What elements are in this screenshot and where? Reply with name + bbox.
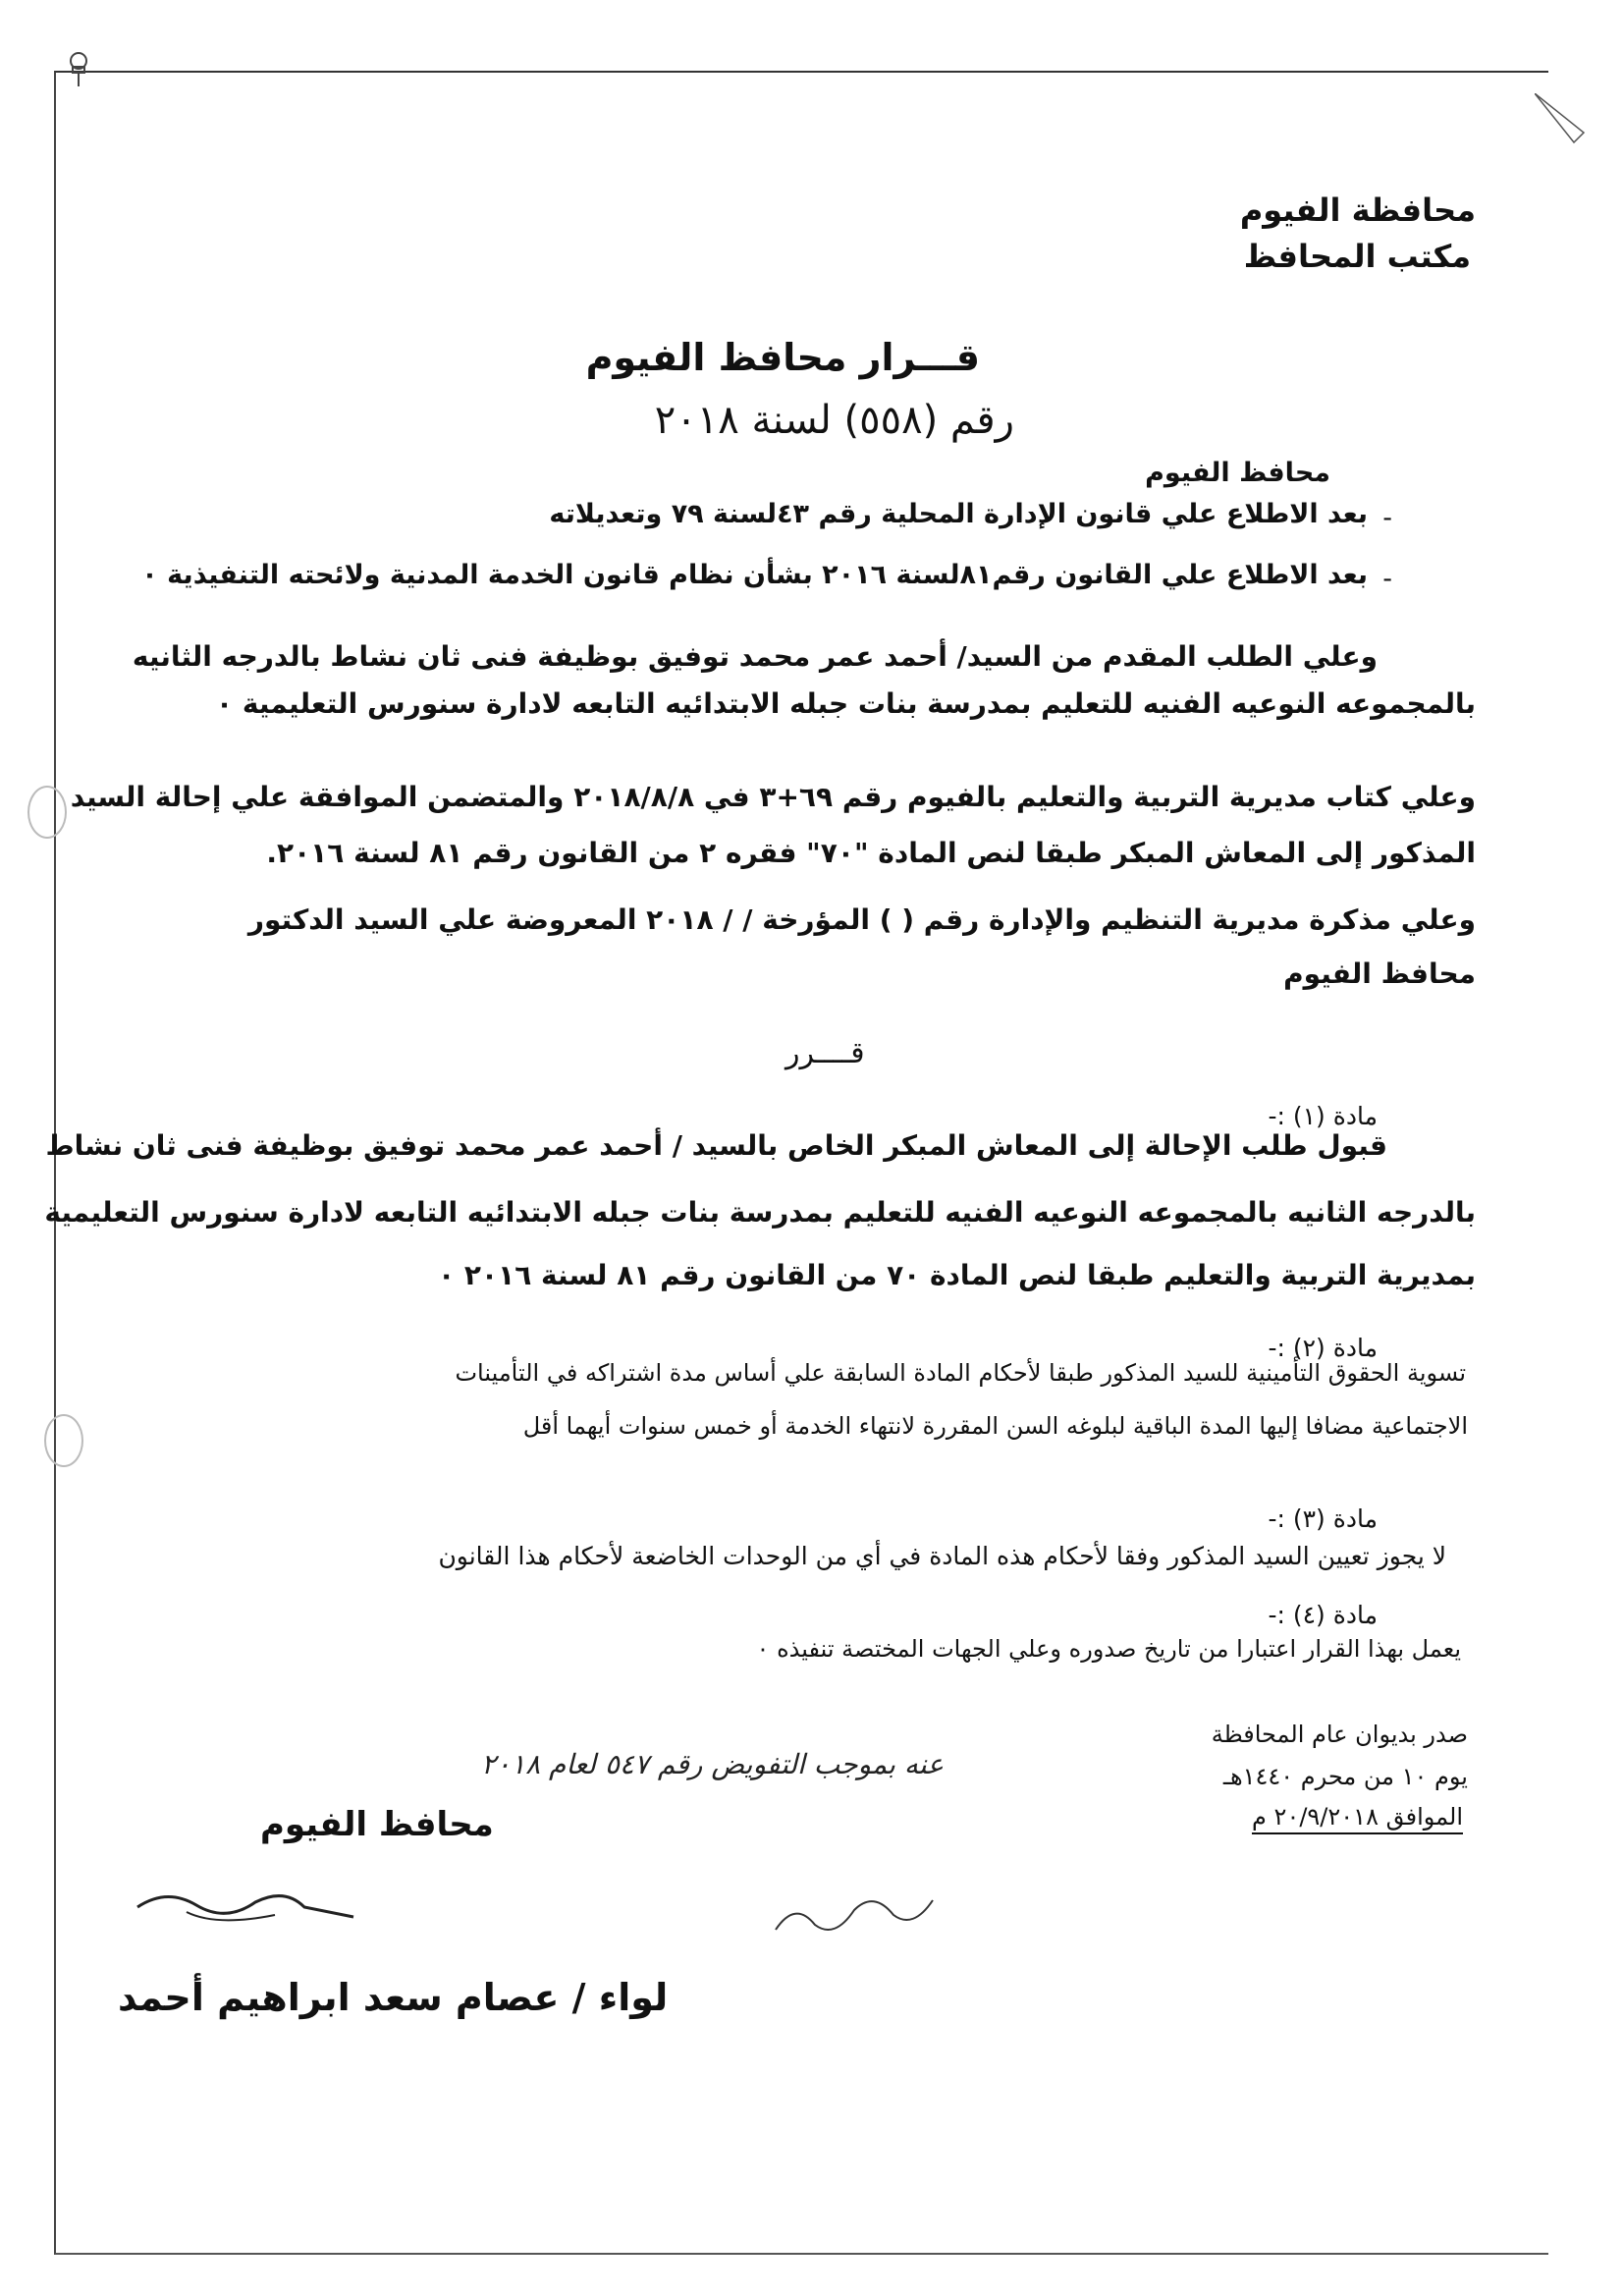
article-line: بمديرية التربية والتعليم طبقا لنص المادة ٧٠ من القانون رقم ٨١ لسنة ٢٠١٦ ٠ <box>438 1259 1476 1291</box>
issued-at: صدر بديوان عام المحافظة <box>1211 1721 1468 1748</box>
preamble-paragraph-line: بالمجموعه النوعيه الفنيه للتعليم بمدرسة بنات جبله الابتدائيه التابعه لادارة سنورس التعليمية ٠ <box>216 687 1476 720</box>
preamble-paragraph-line: محافظ الفيوم <box>1283 957 1476 990</box>
bullet-dash: - <box>1382 503 1392 533</box>
decided-heading: قــــرر <box>785 1036 865 1070</box>
header-office: مكتب المحافظ <box>1243 238 1471 275</box>
article-line: بالدرجه الثانيه بالمجموعه النوعيه الفنيه للتعليم بمدرسة بنات جبله الابتدائيه التابعه لادارة سنورس التعليمية <box>44 1196 1476 1229</box>
handwritten-signature <box>128 1868 363 1941</box>
article-heading: مادة (٤) :- <box>1268 1601 1378 1629</box>
article-line: لا يجوز تعيين السيد المذكور وفقا لأحكام هذه المادة في أي من الوحدات الخاضعة لأحكام هذا القانون <box>438 1542 1446 1570</box>
decree-number: رقم (٥٥٨) لسنة ٢٠١٨ <box>654 398 1014 443</box>
bullet-dash: - <box>1382 564 1392 594</box>
article-line: تسوية الحقوق التأمينية للسيد المذكور طبقا لأحكام المادة السابقة علي أساس مدة اشتراكه في التأمينات <box>455 1359 1466 1387</box>
punch-hole <box>27 786 67 839</box>
signer-name: لواء / عصام سعد ابراهيم أحمد <box>118 1976 669 2019</box>
handwritten-initial <box>766 1871 943 1953</box>
preamble-paragraph-line: وعلي كتاب مديرية التربية والتعليم بالفيوم رقم ٦٩+٣ في ٢٠١٨/٨/٨ والمتضمن الموافقة علي إحالة السيد <box>70 781 1476 813</box>
header-governorate: محافظة الفيوم <box>1239 191 1476 229</box>
article-heading: مادة (٢) :- <box>1268 1334 1378 1362</box>
pushpin-icon <box>59 49 98 92</box>
decree-title: قـــرار محافظ الفيوم <box>585 336 980 379</box>
article-line: قبول طلب الإحالة إلى المعاش المبكر الخاص بالسيد / أحمد عمر محمد توفيق بوظيفة فنى ثان نشاط <box>45 1129 1387 1162</box>
recital-line: بعد الاطلاع علي القانون رقم٨١لسنة ٢٠١٦ بشأن نظام قانون الخدمة المدنية ولائحته التنفيذية ٠ <box>141 560 1368 590</box>
delegation-note: عنه بموجب التفويض رقم ٥٤٧ لعام ٢٠١٨ <box>481 1748 945 1780</box>
preamble-paragraph-line: المذكور إلى المعاش المبكر طبقا لنص المادة "٧٠" فقره ٢ من القانون رقم ٨١ لسنة ٢٠١٦. <box>266 837 1476 869</box>
folded-corner-icon <box>1535 93 1594 156</box>
article-heading: مادة (١) :- <box>1268 1102 1378 1130</box>
preamble-opener: محافظ الفيوم <box>1145 458 1330 488</box>
article-line: الاجتماعية مضافا إليها المدة الباقية لبلوغه السن المقررة لانتهاء الخدمة أو خمس سنوات أيهما أقل <box>522 1412 1468 1440</box>
preamble-paragraph-line: وعلي الطلب المقدم من السيد/ أحمد عمر محمد توفيق بوظيفة فنى ثان نشاط بالدرجه الثانيه <box>132 640 1378 673</box>
gregorian-date: الموافق ٢٠/٩/٢٠١٨ م <box>1252 1803 1463 1834</box>
article-heading: مادة (٣) :- <box>1268 1504 1378 1533</box>
governor-label: محافظ الفيوم <box>260 1805 494 1844</box>
recital-line: بعد الاطلاع علي قانون الإدارة المحلية رقم ٤٣لسنة ٧٩ وتعديلاته <box>549 499 1368 529</box>
hijri-date: يوم ١٠ من محرم ١٤٤٠هـ <box>1222 1763 1468 1790</box>
punch-hole <box>44 1414 83 1467</box>
article-line: يعمل بهذا القرار اعتبارا من تاريخ صدوره وعلي الجهات المختصة تنفيذه ٠ <box>756 1635 1461 1663</box>
preamble-paragraph-line: وعلي مذكرة مديرية التنظيم والإدارة رقم ( ) المؤرخة / / ٢٠١٨ المعروضة علي السيد الدكتور <box>247 903 1476 936</box>
